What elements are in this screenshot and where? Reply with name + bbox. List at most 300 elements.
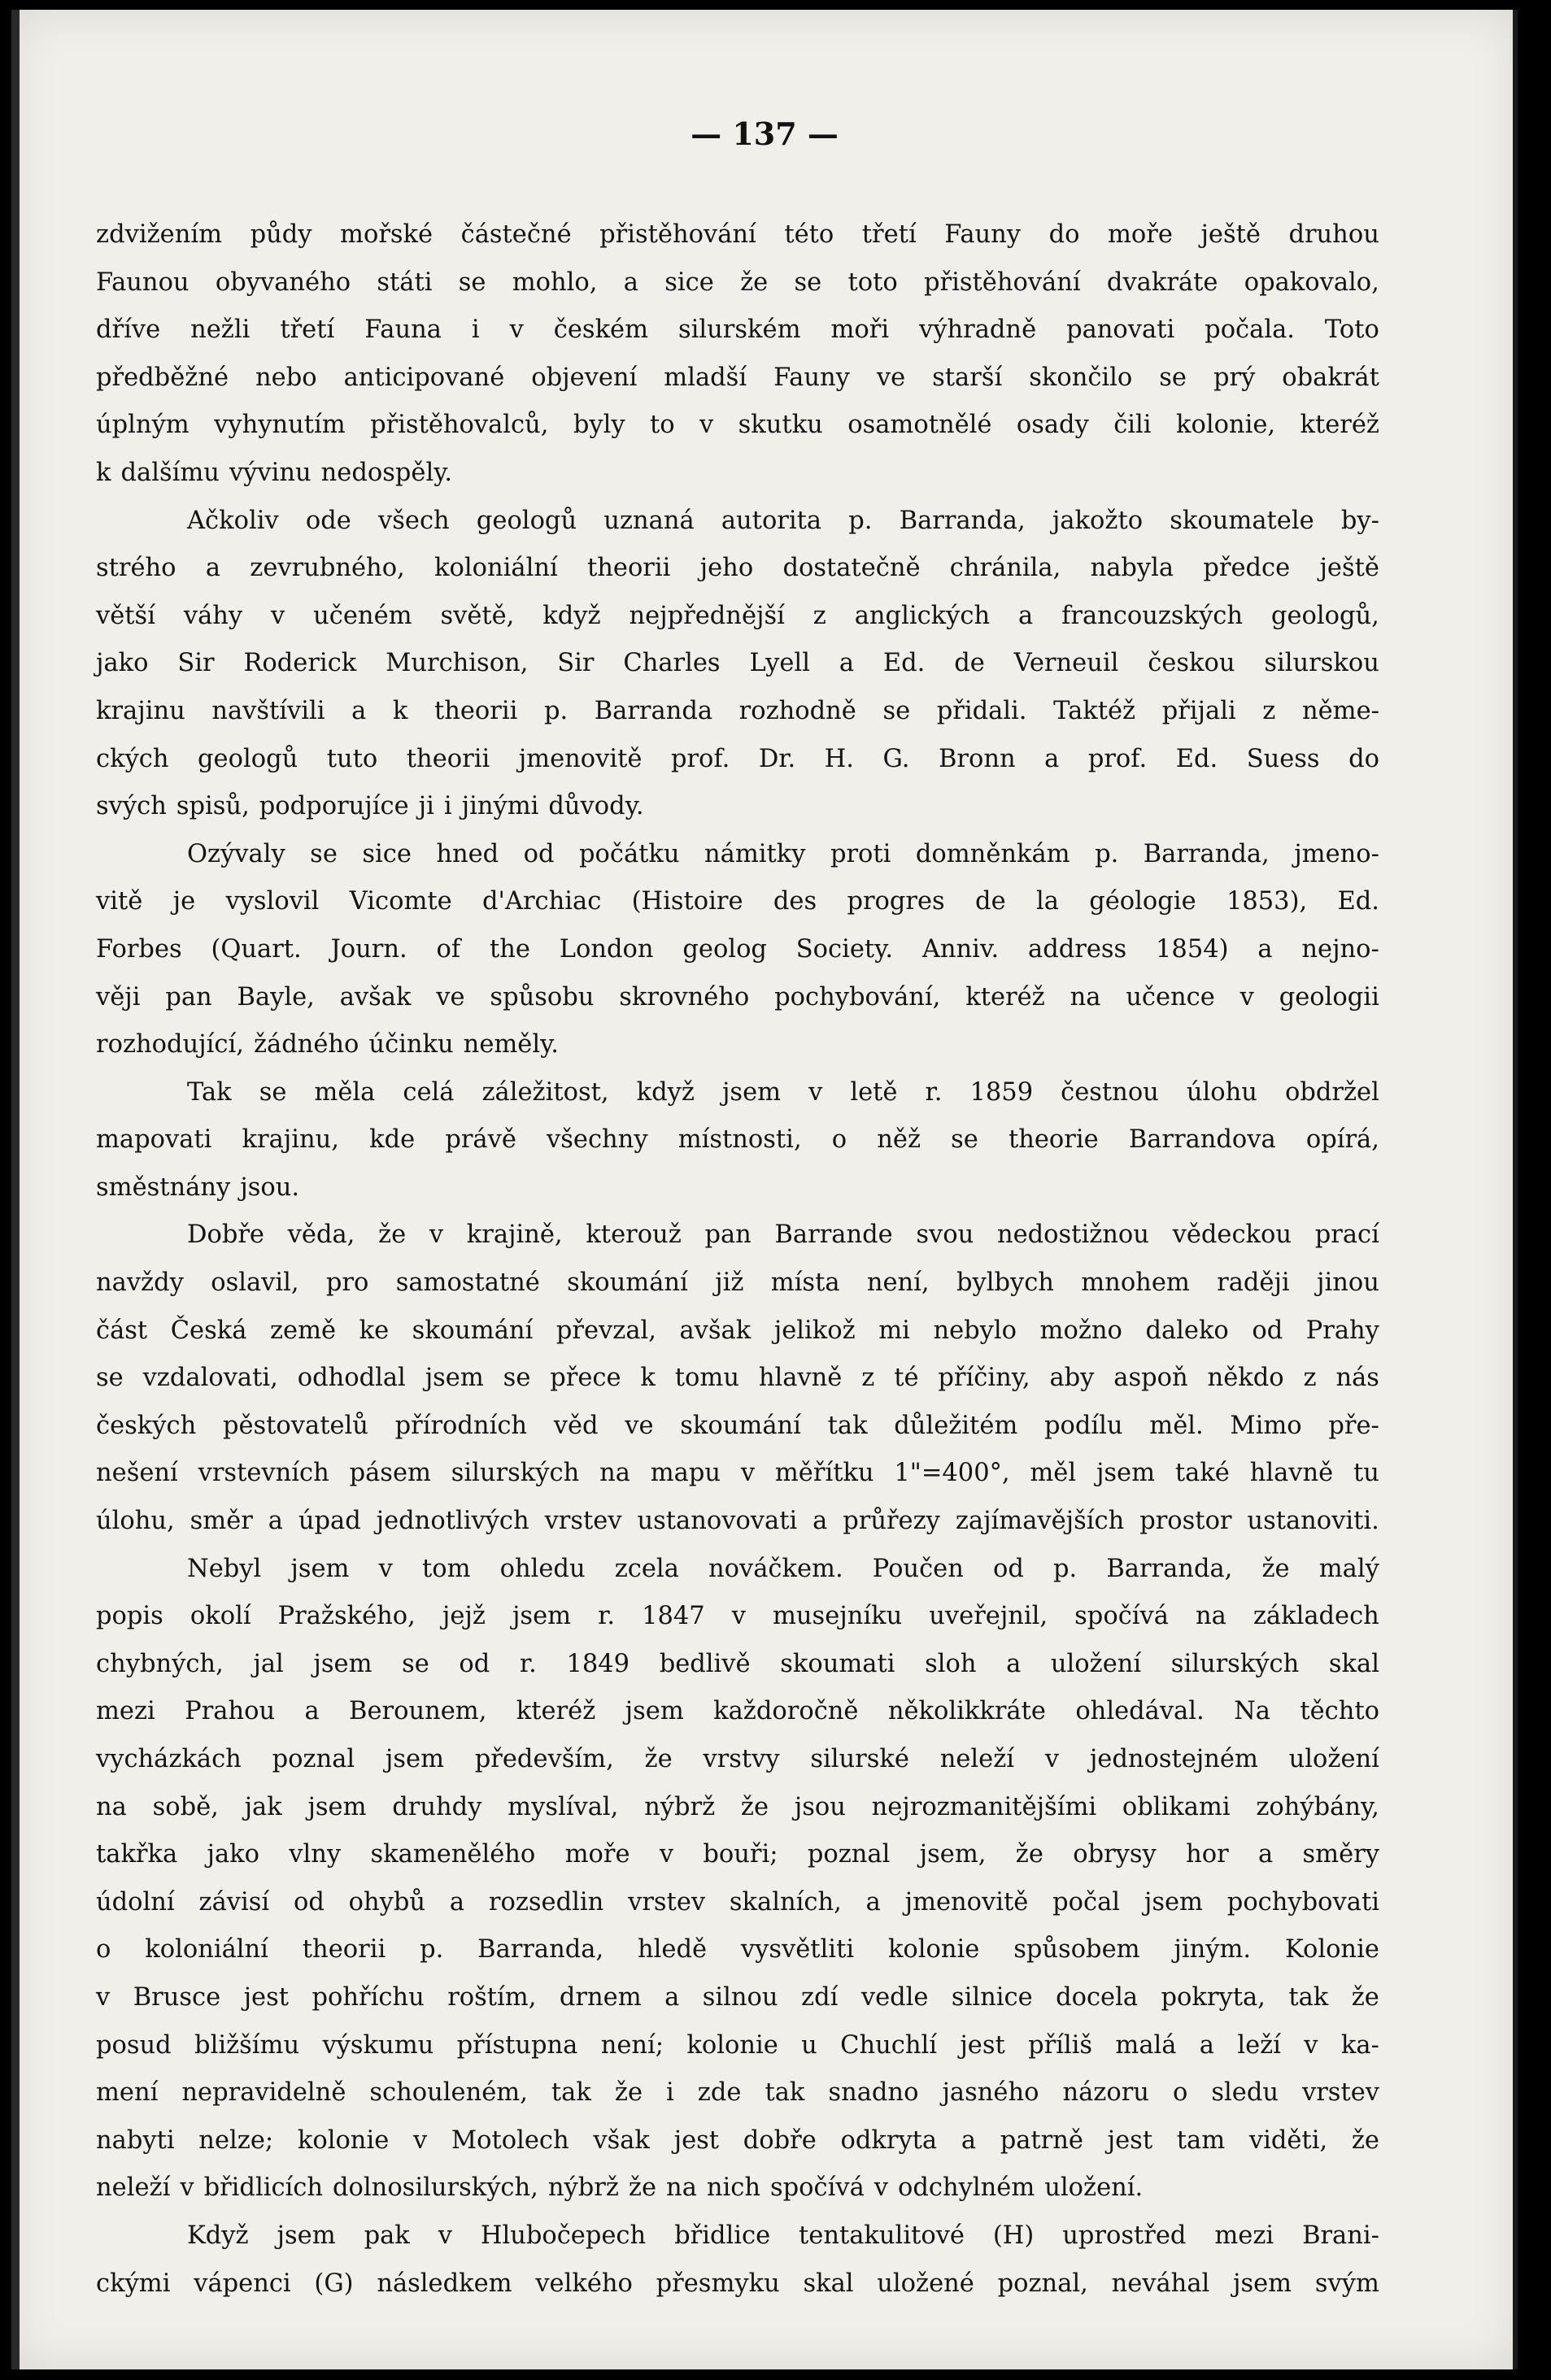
word: 1859 — [969, 1077, 1034, 1107]
word: od — [293, 1887, 325, 1917]
word: des — [773, 887, 817, 916]
text-line — [96, 831, 1379, 879]
word: nabyla — [1090, 554, 1174, 583]
word: vedle — [860, 1982, 929, 2012]
word: obrysy — [1073, 1840, 1157, 1869]
word: skutku — [738, 411, 823, 440]
word: že — [740, 1792, 769, 1821]
word: úlohu, — [96, 1507, 175, 1536]
word: sice — [664, 268, 714, 297]
word: ve — [436, 982, 465, 1012]
word: je — [172, 887, 196, 916]
word: z — [1303, 1364, 1317, 1393]
word: tam — [1176, 2125, 1226, 2155]
word: směry — [1302, 1840, 1379, 1869]
text-line — [96, 640, 1379, 688]
word: od — [523, 839, 555, 868]
word: u — [801, 2030, 817, 2060]
text-line — [96, 1116, 1379, 1164]
word: vlny — [289, 1840, 342, 1869]
word: bouři; — [703, 1840, 778, 1869]
word: skal — [1328, 1649, 1379, 1678]
word: moři — [830, 315, 890, 345]
word: uprostřed — [1062, 2221, 1187, 2250]
word: nováčkem. — [708, 1554, 843, 1583]
word: příčiny, — [938, 1364, 1030, 1393]
word: jest — [960, 2030, 1005, 2060]
word: z — [861, 1364, 875, 1393]
word: měl. — [1149, 1411, 1204, 1440]
text-line — [96, 1498, 1379, 1546]
word: koloniální — [434, 554, 558, 583]
word: (Quart. — [211, 934, 302, 964]
text-line — [96, 307, 1379, 355]
word: nebo — [255, 363, 317, 392]
word: několikkráte — [887, 1697, 1046, 1726]
word: kolonie — [297, 2125, 390, 2155]
word: pan — [165, 982, 212, 1012]
word: neváhal — [1111, 2269, 1210, 2298]
word: krajinu — [96, 696, 185, 725]
word: se — [402, 1649, 429, 1678]
word: v — [659, 1840, 674, 1869]
word: dolnosilurských, — [333, 2173, 538, 2203]
word: na — [1195, 1602, 1226, 1631]
word: a — [813, 1507, 828, 1536]
text-line — [96, 1974, 1379, 2022]
word: nabyti — [96, 2125, 175, 2155]
word: přesmyku — [656, 2269, 780, 2298]
word: spočívá — [1074, 1602, 1169, 1631]
text-line — [96, 498, 1379, 546]
word: úlohu — [1186, 1077, 1257, 1107]
word: uložené — [877, 2269, 974, 2298]
word: velkého — [535, 2269, 633, 2298]
word: patrně — [1000, 2125, 1083, 2155]
word: mezi — [1214, 2221, 1274, 2250]
word: následkem — [377, 2269, 512, 2298]
word: mezi — [96, 1697, 155, 1726]
word: geologů — [476, 506, 577, 535]
word: Suess — [1246, 744, 1320, 773]
word: aby — [1049, 1364, 1095, 1393]
word: ohledu — [499, 1554, 586, 1583]
word: ve — [625, 1411, 654, 1440]
word: pohříchu — [312, 1982, 425, 2012]
word: nešení — [96, 1459, 178, 1488]
word: Society. — [795, 934, 894, 964]
word: p. — [420, 1935, 444, 1964]
word: skoumání — [680, 1411, 801, 1440]
word: viděti, — [1248, 2125, 1328, 2155]
word: sice — [362, 839, 412, 868]
word: Sir — [557, 649, 595, 678]
word: a — [351, 696, 367, 725]
word: záležitost, — [481, 1077, 609, 1107]
word: (G) — [314, 2269, 354, 2298]
word: jiným. — [1174, 1935, 1252, 1964]
word: břidlicích — [203, 2173, 324, 2203]
word: Berounem, — [349, 1697, 487, 1726]
word: v — [874, 2173, 889, 2203]
word: pokryta, — [1161, 1982, 1266, 2012]
word: možno — [1039, 1316, 1122, 1345]
word: přijali — [1161, 696, 1236, 725]
word: Anniv. — [921, 934, 1000, 964]
word: že — [1351, 1982, 1379, 2012]
word: p. — [1053, 1554, 1078, 1583]
word: především, — [474, 1745, 614, 1773]
word: něme- — [1301, 696, 1379, 725]
word: nejpřednější — [629, 601, 785, 630]
word: nepravidelně — [181, 2078, 346, 2108]
word: se — [951, 1125, 978, 1155]
word: celá — [403, 1077, 455, 1107]
word: v — [1044, 1745, 1060, 1773]
word: výhradně — [919, 315, 1037, 345]
word: místnosti, — [677, 1125, 802, 1155]
word: pak — [364, 2221, 410, 2250]
page-right-edge — [1513, 10, 1518, 2369]
word: Chuchlí — [840, 2030, 937, 2060]
word: přírodních — [394, 1411, 528, 1440]
word: jsem — [1233, 2269, 1292, 2298]
text-line — [96, 593, 1379, 641]
word: Nebyl — [187, 1554, 262, 1583]
word: o — [1172, 2078, 1188, 2108]
text-line — [96, 1355, 1379, 1403]
word: tom — [421, 1554, 471, 1583]
word: uložení — [1050, 1649, 1142, 1678]
word: the — [490, 934, 530, 964]
word: nelze; — [198, 2125, 274, 2155]
text-line — [96, 1546, 1379, 1594]
word: jsem — [290, 1554, 350, 1583]
word: Dobře — [187, 1220, 264, 1250]
word: vrstev — [628, 1887, 706, 1917]
word: prof. — [670, 744, 730, 773]
word: měl — [1030, 1459, 1077, 1488]
word: Barranda — [594, 696, 713, 725]
word: osamotnělé — [847, 411, 992, 440]
word: autorita — [721, 506, 822, 535]
word: již — [715, 1268, 744, 1298]
word: p. — [848, 506, 873, 535]
text-line — [96, 783, 1379, 831]
word: váhy — [183, 601, 243, 630]
word: bedlivě — [659, 1649, 751, 1678]
word: vývinu — [229, 458, 312, 487]
word: neleží — [939, 1745, 1015, 1773]
word: géologie — [1089, 887, 1196, 916]
word: vrstevních — [198, 1459, 329, 1488]
word: a — [961, 2125, 977, 2155]
word: myslíval, — [508, 1792, 619, 1821]
word: dříve — [96, 315, 161, 345]
word: theorie — [1008, 1125, 1099, 1155]
word: Motolech — [451, 2125, 569, 2155]
word: jsem — [277, 2221, 336, 2250]
word: někdo — [1207, 1364, 1284, 1393]
word: poznal — [807, 1840, 891, 1869]
word: Ačkoliv — [187, 506, 279, 535]
word: vrstev — [1302, 2078, 1379, 2108]
word: by- — [1340, 506, 1379, 535]
word: skoumání — [412, 1316, 534, 1345]
word: v — [378, 1554, 393, 1583]
word: poznal, — [997, 2269, 1088, 2298]
text-line — [96, 1164, 1379, 1212]
word: Forbes — [96, 934, 182, 964]
word: učence — [1126, 982, 1215, 1012]
word: a — [1199, 2030, 1214, 2060]
word: opakovalo, — [1244, 268, 1379, 297]
word: pásem — [349, 1459, 431, 1488]
word: předběžné — [96, 363, 229, 392]
word: skrovného — [619, 982, 750, 1012]
word: když — [636, 1077, 695, 1107]
word: prý — [1213, 363, 1256, 392]
word: byly — [573, 411, 625, 440]
word: a — [205, 554, 220, 583]
word: r. — [598, 1602, 616, 1631]
word: progres — [847, 887, 945, 916]
word: d'Archiac — [482, 887, 602, 916]
text-line — [96, 1450, 1379, 1498]
word: r. — [519, 1649, 537, 1678]
word: českou — [1148, 649, 1235, 678]
word: se — [310, 839, 338, 868]
word: nýbrž — [547, 2173, 619, 2203]
word: námitky — [704, 839, 806, 868]
text-line — [96, 1593, 1379, 1641]
word: jmeno- — [1294, 839, 1379, 868]
word: Barranda, — [477, 1935, 604, 1964]
word: geologů — [198, 744, 298, 773]
word: zcela — [614, 1554, 679, 1583]
word: z — [813, 601, 826, 630]
word: zajímavějších — [955, 1507, 1125, 1536]
word: dalšímu — [120, 458, 220, 487]
word: z — [1262, 696, 1276, 725]
word: francouzských — [1061, 601, 1244, 630]
word: břidlice — [674, 2221, 771, 2250]
word: p. — [543, 696, 569, 725]
word: ve — [876, 363, 906, 392]
text-line — [96, 1736, 1379, 1784]
word: vrstev — [544, 1507, 622, 1536]
word: of — [436, 934, 461, 964]
word: závisí — [198, 1887, 270, 1917]
text-line — [96, 2260, 1379, 2308]
word: silnou — [702, 1982, 778, 2012]
word: jsem, — [919, 1840, 987, 1869]
word: přidali. — [936, 696, 1027, 725]
word: theorii — [433, 696, 518, 725]
word: rozsedlin — [488, 1887, 604, 1917]
word: tak — [765, 2078, 805, 2108]
word: spůsobu — [490, 982, 595, 1012]
word: nýbrž — [644, 1792, 716, 1821]
text-line — [96, 1260, 1379, 1307]
word: Poučen — [872, 1554, 964, 1583]
word: i — [666, 2078, 674, 2108]
word: skoumati — [780, 1649, 895, 1678]
word: měřítku — [774, 1459, 874, 1488]
word: vědeckou — [1172, 1220, 1292, 1250]
word: Charles — [623, 649, 721, 678]
word: část — [96, 1316, 148, 1345]
word: snadno — [828, 2078, 919, 2108]
text-line — [96, 355, 1379, 402]
word: odchylném — [898, 2173, 1035, 2203]
word: address — [1028, 934, 1127, 964]
word: jinou — [1316, 1268, 1379, 1298]
word: že — [1261, 1554, 1290, 1583]
word: jelikož — [773, 1316, 856, 1345]
word: docela — [1056, 1982, 1139, 2012]
word: přistěhování — [599, 220, 756, 249]
word: 1854) — [1156, 934, 1229, 964]
text-line — [96, 1641, 1379, 1689]
word: tomu — [674, 1364, 739, 1393]
word: navždy — [96, 1268, 184, 1298]
word: oslavil, — [211, 1268, 299, 1298]
word: nejno- — [1301, 934, 1379, 964]
word: 1"=400°, — [894, 1459, 1010, 1488]
text-line — [96, 688, 1379, 736]
word: ke — [359, 1316, 390, 1345]
text-line — [96, 1926, 1379, 1974]
word: bližšímu — [194, 2030, 300, 2060]
word: a — [1258, 1840, 1274, 1869]
word: jeho — [699, 554, 754, 583]
word: silurské — [810, 1745, 909, 1773]
word: panovati — [1066, 315, 1175, 345]
word: Pražského, — [277, 1602, 416, 1631]
word: se — [503, 1364, 531, 1393]
word: všech — [378, 506, 450, 535]
word: uveřejnil, — [929, 1602, 1048, 1631]
word: kteréž — [516, 1697, 596, 1726]
word: skončilo — [1029, 363, 1133, 392]
word: kde — [369, 1125, 416, 1155]
word: skoumání — [567, 1268, 688, 1298]
word: vycházkách — [96, 1745, 242, 1773]
word: jsem — [512, 1602, 572, 1631]
word: hned — [436, 839, 499, 868]
word: od — [459, 1649, 490, 1678]
word: ckými — [96, 2269, 171, 2298]
word: a — [304, 1697, 320, 1726]
word: že — [614, 2078, 643, 2108]
word: počala. — [1205, 315, 1295, 345]
word: však — [593, 2125, 650, 2155]
word: jednotlivých — [376, 1507, 529, 1536]
word: jal — [253, 1649, 284, 1678]
word: odhodlal — [297, 1364, 406, 1393]
word: té — [894, 1364, 919, 1393]
word: kteréž — [965, 982, 1045, 1012]
text-line — [96, 1879, 1379, 1927]
word: jasného — [942, 2078, 1039, 2108]
word: důležitém — [894, 1411, 1018, 1440]
word: Ed. — [1175, 744, 1218, 773]
word: příliš — [1028, 2030, 1093, 2060]
word: Barranda, — [1106, 1554, 1233, 1583]
word: země — [269, 1316, 337, 1345]
word: v — [509, 315, 524, 345]
word: a — [1006, 1649, 1022, 1678]
word: theorii — [587, 554, 671, 583]
word: to — [650, 411, 675, 440]
word: čili — [1113, 411, 1152, 440]
text-line — [96, 1831, 1379, 1879]
word: čestnou — [1061, 1077, 1159, 1107]
word: de — [954, 649, 985, 678]
word: jako — [96, 649, 149, 678]
word: tentakulitové — [799, 2221, 965, 2250]
word: věji — [96, 982, 141, 1012]
word: odkryta — [840, 2125, 938, 2155]
word: London — [559, 934, 654, 964]
word: se — [259, 1077, 287, 1107]
word: o — [831, 1125, 847, 1155]
word: hlavně — [1249, 1459, 1334, 1488]
word: 1847 — [642, 1602, 705, 1631]
word: posud — [96, 2030, 172, 2060]
word: Tak — [187, 1077, 232, 1107]
word: od — [992, 1554, 1024, 1583]
word: skoumatele — [1170, 506, 1314, 535]
word: Fauny — [773, 363, 850, 392]
word: jsou. — [240, 1173, 300, 1202]
text-line — [96, 1403, 1379, 1451]
word: mohlo, — [512, 268, 598, 297]
word: (H) — [992, 2221, 1035, 2250]
word: na — [599, 1459, 630, 1488]
word: zde — [697, 2078, 742, 2108]
word: druhdy — [392, 1792, 482, 1821]
word: Bronn — [938, 744, 1016, 773]
word: ještě — [1200, 220, 1261, 249]
word: zohýbány, — [1256, 1792, 1379, 1821]
text-line — [96, 2069, 1379, 2117]
word: geolog — [682, 934, 767, 964]
word: se — [882, 696, 911, 725]
word: Roderick — [243, 649, 357, 678]
word: vysvětliti — [740, 1935, 855, 1964]
word: světě, — [440, 601, 515, 630]
word: avšak — [679, 1316, 752, 1345]
word: Kolonie — [1284, 1935, 1379, 1964]
word: jsou — [794, 1792, 846, 1821]
word: učeném — [313, 601, 412, 630]
word: v — [412, 2125, 428, 2155]
word: vyhynutím — [214, 411, 346, 440]
word: spůsobem — [1013, 1935, 1140, 1964]
word: výskumu — [322, 2030, 434, 2060]
word: neleží — [96, 2173, 171, 2203]
word: kterouž — [586, 1220, 682, 1250]
word: takřka — [96, 1840, 178, 1869]
word: proti — [830, 839, 891, 868]
word: koloniální — [145, 1935, 268, 1964]
word: třetí — [280, 315, 335, 345]
word: v — [271, 601, 285, 630]
word: že — [1015, 1840, 1043, 1869]
word: theorii — [302, 1935, 386, 1964]
